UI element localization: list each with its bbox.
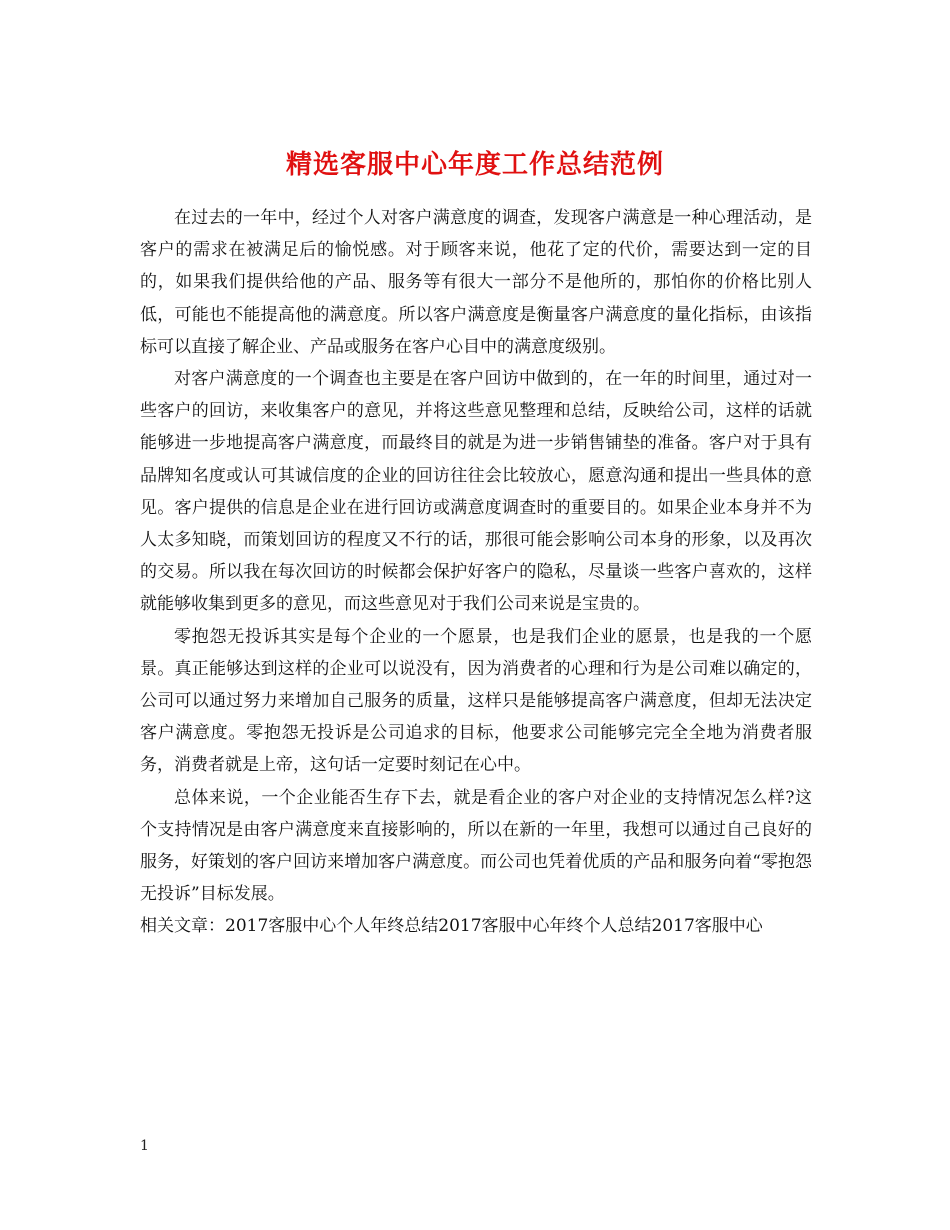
document-body <box>140 202 812 943</box>
related-articles: 相关文章：2017客服中心个人年终总结2017客服中心年终个人总结2017客服中心 <box>140 916 763 937</box>
paragraph-3: 零抱怨无投诉其实是每个企业的一个愿景，也是我们企业的愿景，也是我的一个愿景。真正能够达到这样的企业可以说没有，因为消费者的心理和行为是公司难以确定的，公司可以通过努力来增加自己服务的质量，这样只是能够提高客户满意度，但却无法决定客户满意度。零抱怨无投诉是公司追求的目标，他要求公司能够完完全全地为消费者服务，消费者就是上帝，这句话一定要时刻记在心中。 <box>140 626 812 776</box>
document-title: 精选客服中心年度工作总结范例 <box>285 150 664 181</box>
page-number: 1 <box>140 1138 149 1154</box>
paragraph-2: 对客户满意度的一个调查也主要是在客户回访中做到的，在一年的时间里，通过对一些客户的回访，来收集客户的意见，并将这些意见整理和总结，反映给公司，这样的话就能够进一步地提高客户满意度，而最终目的就是为进一步销售铺垫的准备。客户对于具有品牌知名度或认可其诚信度的企业的回访往往会比较放心，愿意沟通和提出一些具体的意见。客户提供的信息是企业在进行回访或满意度调查时的重要目的。如果企业本身并不为人太多知晓，而策划回访的程度又不行的话，那很可能会影响公司本身的形象，以及再次的交易。所以我在每次回访的时候都会保护好客户的隐私，尽量谈一些客户喜欢的，这样就能够收集到更多的意见，而这些意见对于我们公司来说是宝贵的。 <box>140 369 812 615</box>
paragraph-1: 在过去的一年中，经过个人对客户满意度的调查，发现客户满意是一种心理活动，是客户的需求在被满足后的愉悦感。对于顾客来说，他花了定的代价，需要达到一定的目的，如果我们提供给他的产品、服务等有很大一部分不是他所的，那怕你的价格比别人低，可能也不能提高他的满意度。所以客户满意度是衡量客户满意度的量化指标，由该指标可以直接了解企业、产品或服务在客户心目中的满意度级别。 <box>140 208 812 357</box>
paragraph-4: 总体来说，一个企业能否生存下去，就是看企业的客户对企业的支持情况怎么样?这个支持情况是由客户满意度来直接影响的，所以在新的一年里，我想可以通过自己良好的服务，好策划的客户回访来增加客户满意度。而公司也凭着优质的产品和服务向着“零抱怨无投诉”目标发展。 <box>140 787 812 905</box>
